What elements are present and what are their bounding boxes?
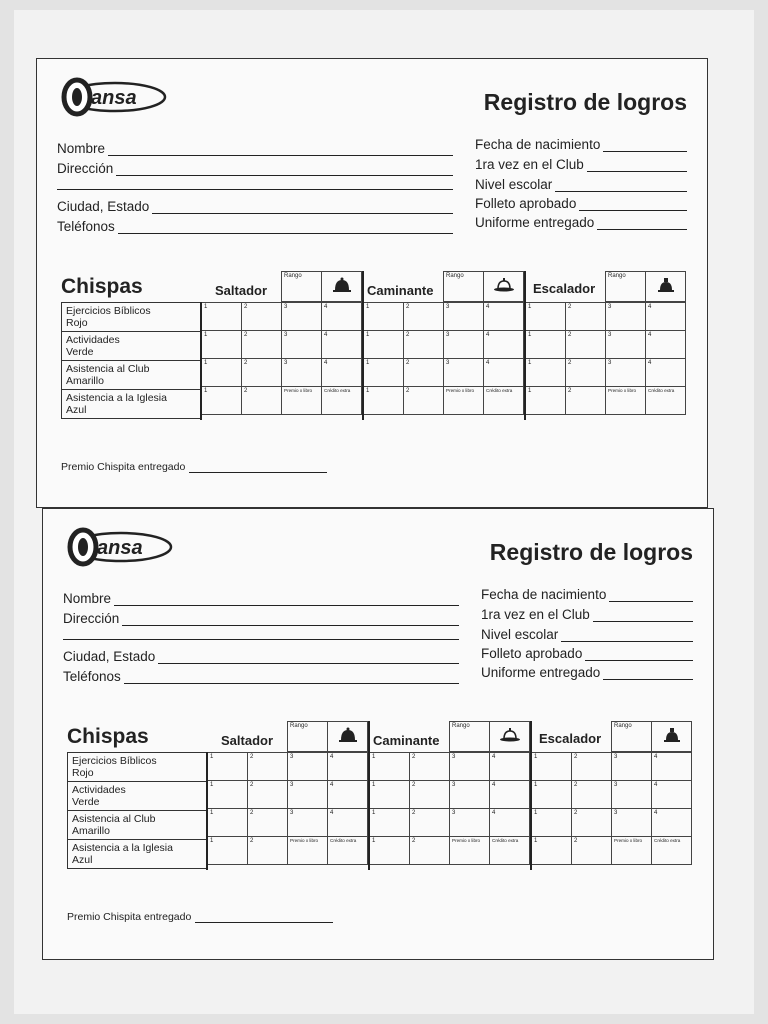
cell-2[interactable]: 2: [572, 837, 612, 865]
premio-libro-cell[interactable]: Premio x libro: [450, 837, 490, 865]
cell-3[interactable]: 3: [606, 303, 646, 331]
cell-1[interactable]: 1: [208, 809, 248, 837]
ciudad-field[interactable]: [63, 649, 459, 664]
cell-2[interactable]: 2: [572, 781, 612, 809]
cell-1[interactable]: 1: [532, 837, 572, 865]
chispas-heading: Chispas: [67, 725, 149, 748]
cell-1[interactable]: 1: [364, 387, 404, 415]
cell-1[interactable]: 1: [364, 331, 404, 359]
primera-vez-label: 1ra vez en el Club: [481, 607, 590, 622]
cell-4[interactable]: 4: [328, 781, 368, 809]
row-labels-table: [61, 302, 201, 419]
cell-3[interactable]: 3: [288, 809, 328, 837]
cell-2[interactable]: 2: [404, 303, 444, 331]
bell-icon: [490, 722, 530, 752]
direccion-extra-line[interactable]: [63, 639, 459, 640]
cell-1[interactable]: 1: [370, 753, 410, 781]
level-header-escalador: [605, 271, 686, 302]
row-label-asistencia-club: [68, 811, 207, 840]
cell-2[interactable]: 2: [566, 303, 606, 331]
premio-chispita-label: Premio Chispita entregado: [61, 461, 186, 473]
row-label-line1: Asistencia al Club: [72, 813, 156, 825]
cell-3[interactable]: 3: [288, 753, 328, 781]
rango-cell: [606, 272, 646, 302]
premio-chispita-field[interactable]: [61, 461, 327, 473]
rango-cell: [612, 722, 652, 752]
cell-3[interactable]: 3: [282, 359, 322, 387]
level-header-caminante: [449, 721, 530, 752]
cell-2[interactable]: 2: [410, 837, 450, 865]
credito-extra-cell[interactable]: Crédito extra: [484, 387, 524, 415]
cell-2[interactable]: 2: [404, 331, 444, 359]
row-label-asistencia-club: [62, 361, 201, 390]
divider-saltador: [200, 302, 202, 420]
cell-2[interactable]: 2: [410, 781, 450, 809]
row-label-line2: Azul: [66, 404, 87, 416]
rango-cell: [450, 722, 490, 752]
telefonos-label: Teléfonos: [57, 219, 115, 234]
oansa-logo: [63, 525, 175, 569]
rango-label: Rango: [452, 723, 470, 729]
nivel-escolar-field[interactable]: [475, 177, 687, 192]
row-label-line2: Rojo: [66, 317, 88, 329]
rango-cell: [444, 272, 484, 302]
cell-1[interactable]: 1: [202, 331, 242, 359]
cell-2[interactable]: 2: [248, 809, 288, 837]
cell-4[interactable]: 4: [484, 303, 524, 331]
direccion-label: Dirección: [57, 161, 114, 176]
telefonos-field[interactable]: [57, 219, 453, 234]
credito-extra-cell[interactable]: Crédito extra: [328, 837, 368, 865]
fecha-nacimiento-label: Fecha de nacimiento: [475, 137, 601, 152]
row-label-line1: Ejercicios Bíblicos: [66, 305, 151, 317]
row-label-line1: Asistencia al Club: [66, 363, 150, 375]
cell-4[interactable]: 4: [652, 753, 692, 781]
level-name-saltador: Saltador: [221, 733, 274, 748]
cell-2[interactable]: 2: [248, 837, 288, 865]
credito-extra-cell[interactable]: Crédito extra: [652, 837, 692, 865]
bell-icon: [328, 722, 368, 752]
primera-vez-label: 1ra vez en el Club: [475, 157, 584, 172]
cell-1[interactable]: 1: [526, 387, 566, 415]
level-name-caminante: Caminante: [373, 733, 440, 748]
cell-1[interactable]: 1: [208, 753, 248, 781]
level-name-escalador: Escalador: [539, 731, 602, 746]
level-grid-caminante: [363, 302, 524, 415]
level-header-saltador: [287, 721, 368, 752]
row-label-line2: Amarillo: [72, 825, 110, 837]
premio-chispita-field[interactable]: [67, 911, 333, 923]
cell-3[interactable]: 3: [444, 303, 484, 331]
cell-3[interactable]: 3: [612, 753, 652, 781]
row-label-line2: Azul: [72, 854, 93, 866]
divider-caminante: [362, 271, 364, 420]
cell-1[interactable]: 1: [532, 781, 572, 809]
row-label-actividades: [62, 332, 201, 361]
premio-chispita-label: Premio Chispita entregado: [67, 911, 192, 923]
cell-4[interactable]: 4: [328, 809, 368, 837]
cell-2[interactable]: 2: [242, 387, 282, 415]
nivel-escolar-field[interactable]: [481, 627, 693, 642]
cell-1[interactable]: 1: [370, 809, 410, 837]
cell-1[interactable]: 1: [370, 837, 410, 865]
level-grid-caminante: [369, 752, 530, 865]
direccion-field[interactable]: [63, 611, 459, 626]
cell-4[interactable]: 4: [484, 359, 524, 387]
row-label-line1: Actividades: [66, 334, 120, 346]
nombre-field[interactable]: [57, 141, 453, 156]
rango-cell: [288, 722, 328, 752]
oansa-logo: [57, 75, 169, 119]
cell-4[interactable]: 4: [322, 303, 362, 331]
rango-label: Rango: [284, 273, 302, 279]
cell-1[interactable]: 1: [202, 359, 242, 387]
chispas-heading: Chispas: [61, 275, 143, 298]
nombre-label: Nombre: [63, 591, 112, 606]
cell-2[interactable]: 2: [566, 359, 606, 387]
direccion-field[interactable]: [57, 161, 453, 176]
cell-1[interactable]: 1: [526, 303, 566, 331]
level-grid-saltador: [201, 302, 362, 415]
cell-3[interactable]: 3: [444, 331, 484, 359]
cell-1[interactable]: 1: [208, 781, 248, 809]
rango-cell: [282, 272, 322, 302]
rango-label: Rango: [446, 273, 464, 279]
cell-4[interactable]: 4: [646, 303, 686, 331]
cell-4[interactable]: 4: [646, 359, 686, 387]
telefonos-label: Teléfonos: [63, 669, 121, 684]
divider-escalador: [524, 271, 526, 420]
row-label-line2: Verde: [72, 796, 100, 808]
cell-2[interactable]: 2: [248, 781, 288, 809]
cell-3[interactable]: 3: [606, 359, 646, 387]
row-label-line2: Rojo: [72, 767, 94, 779]
cell-3[interactable]: 3: [450, 809, 490, 837]
credito-extra-cell[interactable]: Crédito extra: [646, 387, 686, 415]
nombre-field[interactable]: [63, 591, 459, 606]
cell-2[interactable]: 2: [242, 303, 282, 331]
cell-2[interactable]: 2: [404, 387, 444, 415]
folleto-label: Folleto aprobado: [475, 196, 577, 211]
ciudad-field[interactable]: [57, 199, 453, 214]
row-label-line2: Amarillo: [66, 375, 104, 387]
cell-2[interactable]: 2: [410, 753, 450, 781]
level-header-escalador: [611, 721, 692, 752]
cell-1[interactable]: 1: [532, 753, 572, 781]
cell-1[interactable]: 1: [364, 303, 404, 331]
row-label-line1: Asistencia a la Iglesia: [72, 842, 173, 854]
primera-vez-field[interactable]: [481, 607, 693, 622]
premio-libro-cell[interactable]: Premio x libro: [288, 837, 328, 865]
nivel-escolar-label: Nivel escolar: [475, 177, 553, 192]
level-grid-saltador: [207, 752, 368, 865]
cell-3[interactable]: 3: [288, 781, 328, 809]
level-header-saltador: [281, 271, 362, 302]
divider-caminante: [368, 721, 370, 870]
nombre-label: Nombre: [57, 141, 106, 156]
row-labels-table: [67, 752, 207, 869]
uniforme-label: Uniforme entregado: [481, 665, 601, 680]
premio-libro-cell[interactable]: Premio x libro: [606, 387, 646, 415]
cell-2[interactable]: 2: [242, 331, 282, 359]
divider-saltador: [206, 752, 208, 870]
cell-4[interactable]: 4: [646, 331, 686, 359]
cell-3[interactable]: 3: [282, 331, 322, 359]
cell-2[interactable]: 2: [572, 809, 612, 837]
cell-4[interactable]: 4: [484, 331, 524, 359]
cell-1[interactable]: 1: [364, 359, 404, 387]
cell-1[interactable]: 1: [202, 303, 242, 331]
row-label-line1: Asistencia a la Iglesia: [66, 392, 167, 404]
level-header-caminante: [443, 271, 524, 302]
cell-2[interactable]: 2: [566, 331, 606, 359]
telefonos-field[interactable]: [63, 669, 459, 684]
cell-3[interactable]: 3: [282, 303, 322, 331]
cell-1[interactable]: 1: [526, 359, 566, 387]
cell-4[interactable]: 4: [322, 331, 362, 359]
bell-icon: [646, 272, 686, 302]
cell-4[interactable]: 4: [490, 781, 530, 809]
cell-2[interactable]: 2: [566, 387, 606, 415]
premio-libro-cell[interactable]: Premio x libro: [612, 837, 652, 865]
achievement-record-card-bottom: [42, 508, 714, 960]
cell-2[interactable]: 2: [410, 809, 450, 837]
uniforme-label: Uniforme entregado: [475, 215, 595, 230]
row-label-line2: Verde: [66, 346, 94, 358]
svg-text:ansa: ansa: [91, 87, 137, 109]
premio-libro-cell[interactable]: Premio x libro: [282, 387, 322, 415]
rango-label: Rango: [290, 723, 308, 729]
nivel-escolar-label: Nivel escolar: [481, 627, 559, 642]
cell-4[interactable]: 4: [652, 781, 692, 809]
uniforme-field[interactable]: [481, 665, 693, 680]
cell-2[interactable]: 2: [572, 753, 612, 781]
level-name-caminante: Caminante: [367, 283, 434, 298]
bell-icon: [652, 722, 692, 752]
fecha-nacimiento-label: Fecha de nacimiento: [481, 587, 607, 602]
ciudad-label: Ciudad, Estado: [63, 649, 156, 664]
credito-extra-cell[interactable]: Crédito extra: [490, 837, 530, 865]
cell-3[interactable]: 3: [450, 753, 490, 781]
primera-vez-field[interactable]: [475, 157, 687, 172]
folleto-field[interactable]: [481, 646, 693, 661]
rango-label: Rango: [608, 273, 626, 279]
cell-4[interactable]: 4: [322, 359, 362, 387]
uniforme-field[interactable]: [475, 215, 687, 230]
bell-icon: [322, 272, 362, 302]
direccion-label: Dirección: [63, 611, 120, 626]
fecha-nacimiento-field[interactable]: [481, 587, 693, 602]
fecha-nacimiento-field[interactable]: [475, 137, 687, 152]
cell-1[interactable]: 1: [532, 809, 572, 837]
row-label-asistencia-iglesia: [68, 840, 207, 869]
row-label-ejercicios: [68, 753, 207, 782]
cell-3[interactable]: 3: [450, 781, 490, 809]
cell-4[interactable]: 4: [490, 753, 530, 781]
cell-3[interactable]: 3: [606, 331, 646, 359]
direccion-extra-line[interactable]: [57, 189, 453, 190]
premio-libro-cell[interactable]: Premio x libro: [444, 387, 484, 415]
row-label-ejercicios: [62, 303, 201, 332]
cell-2[interactable]: 2: [242, 359, 282, 387]
rango-label: Rango: [614, 723, 632, 729]
level-name-saltador: Saltador: [215, 283, 268, 298]
folleto-label: Folleto aprobado: [481, 646, 583, 661]
row-label-actividades: [68, 782, 207, 811]
row-label-line1: Actividades: [72, 784, 126, 796]
level-grid-escalador: [525, 302, 686, 415]
level-name-escalador: Escalador: [533, 281, 596, 296]
folleto-field[interactable]: [475, 196, 687, 211]
row-label-asistencia-iglesia: [62, 390, 201, 419]
cell-1[interactable]: 1: [202, 387, 242, 415]
cell-4[interactable]: 4: [652, 809, 692, 837]
svg-text:ansa: ansa: [97, 537, 143, 559]
credito-extra-cell[interactable]: Crédito extra: [322, 387, 362, 415]
cell-1[interactable]: 1: [370, 781, 410, 809]
cell-3[interactable]: 3: [612, 809, 652, 837]
cell-3[interactable]: 3: [444, 359, 484, 387]
page-title: Registro de logros: [489, 539, 693, 565]
ciudad-label: Ciudad, Estado: [57, 199, 150, 214]
cell-4[interactable]: 4: [490, 809, 530, 837]
divider-escalador: [530, 721, 532, 870]
cell-1[interactable]: 1: [208, 837, 248, 865]
cell-4[interactable]: 4: [328, 753, 368, 781]
cell-2[interactable]: 2: [404, 359, 444, 387]
achievement-record-card-top: [36, 58, 708, 508]
cell-1[interactable]: 1: [526, 331, 566, 359]
cell-2[interactable]: 2: [248, 753, 288, 781]
bell-icon: [484, 272, 524, 302]
row-label-line1: Ejercicios Bíblicos: [72, 755, 157, 767]
level-grid-escalador: [531, 752, 692, 865]
page-title: Registro de logros: [483, 89, 687, 115]
cell-3[interactable]: 3: [612, 781, 652, 809]
